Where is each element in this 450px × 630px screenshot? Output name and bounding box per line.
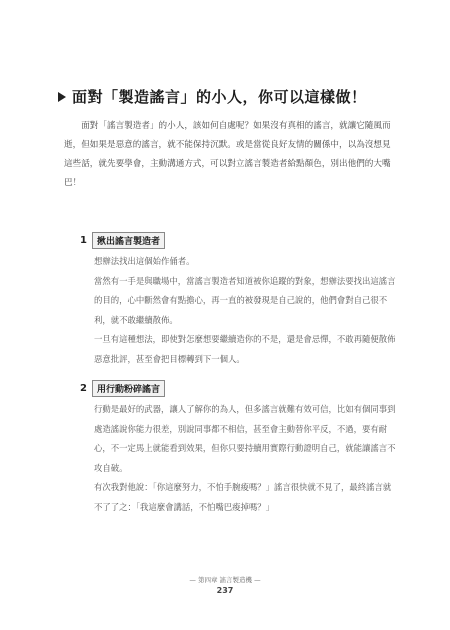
section-2-body — [80, 400, 398, 517]
section-1-body — [80, 252, 398, 369]
page-number: 237 — [216, 586, 234, 595]
section-2-label: 用行動粉碎謠言 — [92, 380, 165, 397]
section-1-label: 揪出謠言製造者 — [92, 232, 165, 249]
section-1 — [80, 232, 398, 369]
section-2-para-2: 有次我對他說：「你這麼努力，不怕手腕痠嗎？」謠言很快就不見了，最終謠言就不了了之：「我這麼會講話，不怕嘴巴痠掉嗎？」 — [94, 482, 392, 512]
footer-chapter: — 第四章 謠言製造機 — — [189, 576, 261, 584]
section-2 — [80, 380, 398, 517]
section-title — [58, 86, 398, 107]
intro-text: 面對「謠言製造者」的小人，該如何自處呢？如果沒有真相的謠言，就讓它隨風而逝，但如果是惡意的謠言，就不能保持沉默。或是當從良好友情的關係中，以為沒想見這些話，就先要學會，主動溝通方式，可以對立謠言製造者給點顏色，別出他們的大嘴巴！ — [64, 121, 391, 188]
section-1-para-1: 想辦法找出這個始作俑者。 — [94, 256, 195, 266]
section-2-number: 2 — [80, 383, 87, 394]
section-2-para-1: 行動是最好的武器，讓人了解你的為人，但多謠言就難有效可信，比如有個同事到處造謠說你能力很差，別說同事都不相信，甚至會主動替你平反，不過，要有耐心，不一定馬上就能看到效果，但你只要持續用實際行動證明自己，就能讓謠言不攻自破。 — [94, 404, 396, 473]
page-title: 面對「製造謠言」的小人，你可以這樣做！ — [72, 88, 367, 106]
section-1-number: 1 — [80, 235, 87, 246]
section-1-para-2: 當然有一手是與職場中，當謠言製造者知道被你追蹤的對象，想辦法要找出這謠言的目的，心中斷然會有點擔心，再一直的被發現是自己說的，他們會對自己很不利，就不敢繼續散佈。 — [94, 275, 396, 325]
section-2-header — [80, 380, 398, 397]
section-1-para-3: 一旦有這種想法，即使對怎麼想要繼續造你的不是，還是會忌憚，不敢再隨便散佈惡意批評，甚至會把目標轉到下一個人。 — [94, 334, 396, 364]
intro-paragraph — [64, 117, 394, 193]
triangle-bullet-icon — [58, 92, 66, 102]
section-1-header — [80, 232, 398, 249]
